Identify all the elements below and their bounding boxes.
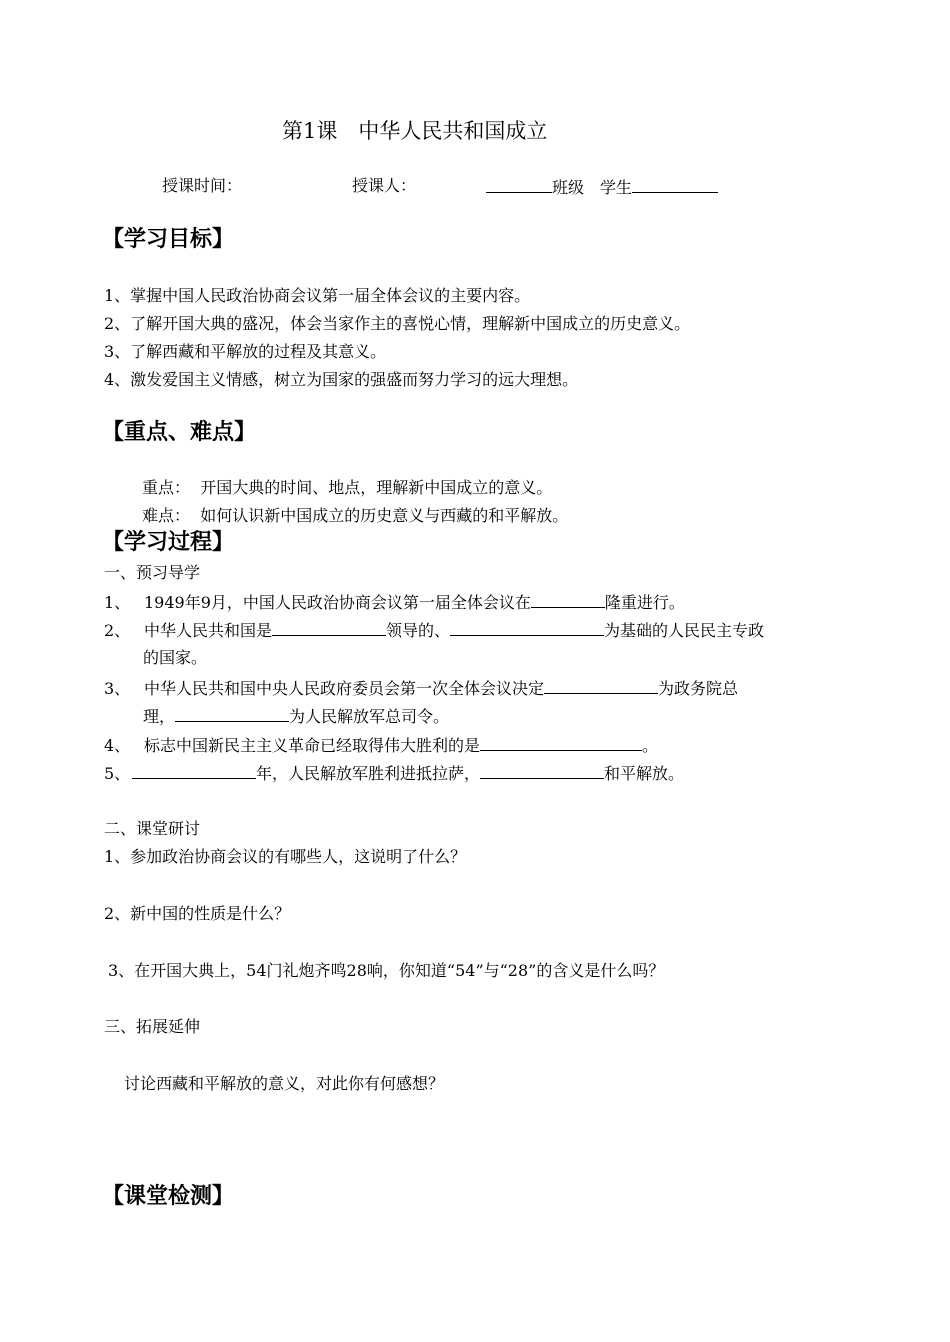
question-text: 标志中国新民主主义革命已经取得伟大胜利的是 (144, 736, 481, 755)
difficult-text: 如何认识新中国成立的历史意义与西藏的和平解放。 (200, 506, 569, 525)
question-text: 隆重进行。 (604, 593, 685, 612)
question-text: 为政务院总 (658, 679, 739, 698)
difficult-label: 难点： (142, 506, 191, 525)
question-3 (104, 677, 738, 699)
question-number: 4、 (104, 736, 131, 755)
question-5 (104, 762, 684, 784)
question-number: 5、 (104, 764, 131, 783)
answer-blank (480, 762, 604, 779)
discussion-item: 2、新中国的性质是什么？ (104, 904, 291, 923)
discussion-item: 1、参加政治协商会议的有哪些人，这说明了什么？ (104, 847, 467, 866)
question-3-continued (143, 705, 449, 727)
answer-blank (544, 677, 658, 694)
discussion-item: 3、在开国大典上，54门礼炮齐鸣28响，你知道“54”与“28”的含义是什么吗？ (108, 961, 665, 980)
question-number: 2、 (104, 621, 131, 640)
student-label: 学生 (600, 178, 633, 197)
key-points-heading: 【重点、难点】 (102, 420, 257, 445)
question-text: 1949年9月，中国人民政治协商会议第一届全体会议在 (144, 593, 531, 612)
class-blank (486, 176, 552, 193)
class-label: 班级 (552, 178, 585, 197)
question-text: 中华人民共和国是 (144, 621, 273, 640)
question-text: 为人民解放军总司令。 (289, 707, 450, 726)
preview-title: 一、预习导学 (104, 563, 201, 582)
objectives-heading: 【学习目标】 (102, 227, 235, 252)
key-label: 重点： (142, 478, 191, 497)
question-number: 3、 (104, 679, 131, 698)
test-heading: 【课堂检测】 (102, 1184, 235, 1209)
page-title: 第1课 中华人民共和国成立 (282, 119, 548, 143)
question-text: 。 (642, 736, 659, 755)
answer-blank (132, 762, 256, 779)
question-text: 领导的、 (386, 621, 451, 640)
difficult-point-row (142, 506, 568, 526)
question-text: 理， (143, 707, 176, 726)
time-label: 授课时间： (162, 176, 243, 195)
teacher-label: 授课人： (352, 176, 417, 195)
question-2 (104, 619, 764, 641)
key-text: 开国大典的时间、地点，理解新中国成立的意义。 (200, 478, 553, 497)
objective-item: 4、激发爱国主义情感，树立为国家的强盛而努力学习的远大理想。 (104, 370, 579, 389)
question-text: 年，人民解放军胜利进抵拉萨， (256, 764, 481, 783)
answer-blank (175, 705, 289, 722)
discussion-title: 二、课堂研讨 (104, 819, 201, 838)
answer-blank (450, 619, 604, 636)
student-blank (632, 176, 718, 193)
key-point-row (142, 478, 552, 498)
question-2-continued: 的国家。 (143, 648, 208, 667)
extension-text: 讨论西藏和平解放的意义，对此你有何感想？ (124, 1074, 445, 1093)
answer-blank (480, 734, 642, 751)
extension-title: 三、拓展延伸 (104, 1017, 201, 1036)
question-text: 为基础的人民民主专政 (604, 621, 765, 640)
question-text: 和平解放。 (604, 764, 685, 783)
question-1 (104, 591, 685, 613)
question-number: 1、 (104, 593, 131, 612)
question-4 (104, 734, 658, 756)
objective-item: 3、了解西藏和平解放的过程及其意义。 (104, 342, 387, 361)
question-text: 中华人民共和国中央人民政府委员会第一次全体会议决定 (144, 679, 545, 698)
answer-blank (272, 619, 386, 636)
objective-item: 2、了解开国大典的盛况，体会当家作主的喜悦心情，理解新中国成立的历史意义。 (104, 314, 691, 333)
answer-blank (531, 591, 605, 608)
process-heading: 【学习过程】 (102, 530, 235, 555)
class-field (486, 176, 718, 198)
objective-item: 1、掌握中国人民政治协商会议第一届全体会议的主要内容。 (104, 286, 531, 305)
